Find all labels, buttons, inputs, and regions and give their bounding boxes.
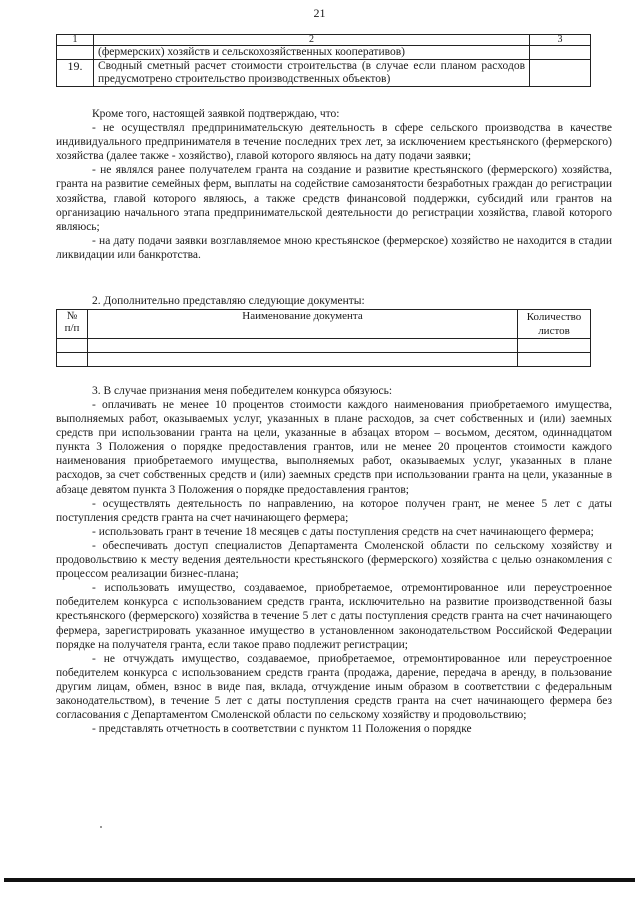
row-value bbox=[530, 46, 591, 60]
row-document-name bbox=[88, 339, 518, 353]
row-text: (фермерских) хозяйств и сельскохозяйственных кооперативов) bbox=[94, 46, 530, 60]
obligations-section-title: 3. В случае признания меня победителем конкурса обязуюсь: bbox=[92, 385, 393, 397]
confirmation-section bbox=[56, 107, 612, 262]
header-sheet-count: Количество листов bbox=[518, 310, 591, 339]
row-number: 19. bbox=[57, 60, 94, 87]
table-header-row bbox=[57, 310, 591, 339]
obligation-item: - оплачивать не менее 10 процентов стоимости каждого наименования приобретаемого имущества, выполняемых работ, оказываемых услуг, указанных в плане расходов, за счет собственных и (или) заемных средств при использовании гранта на цели, указанные в абзацах втором – восьмом, десятом, одиннадцатом пункта 3 Положения о порядке предоставления грантов, или не менее 20 процентов стоимости каждого наименования приобретаемого имущества, выполняемых работ, оказываемых услуг, указанных в плане расходов, за счет собственных средств и (или) заемных средств при использовании гранта на цели, указанные в абзаце девятом пункта 3 Положения о порядке предоставления грантов; bbox=[56, 399, 612, 496]
confirmation-item: - не осуществлял предпринимательскую деятельность в сфере сельского производства в качестве индивидуального предпринимателя в течение последних трех лет, за исключением крестьянского (фермерского) хозяйства (далее также - хозяйство), главой которого являюсь на дату подачи заявки; bbox=[56, 122, 612, 163]
table-row bbox=[57, 339, 591, 353]
row-text: Сводный сметный расчет стоимости строительства (в случае если планом расходов предусмотрено строительство производственных объектов) bbox=[94, 60, 530, 87]
obligations-section bbox=[56, 398, 612, 736]
header-col-1: 1 bbox=[57, 35, 94, 46]
documents-table bbox=[56, 309, 591, 367]
confirmation-item: - не являлся ранее получателем гранта на создание и развитие крестьянского (фермерского) хозяйства, гранта на развитие семейных ферм, выплаты на содействие самозанятости безработных граждан до регистрации хозяйства, главой которого являюсь, а также средств финансовой поддержки, субсидий или грантов на организацию начального этапа предпринимательской деятельности до регистрации хозяйства, главой которого являюсь; bbox=[56, 164, 612, 233]
header-document-name: Наименование документа bbox=[88, 310, 518, 339]
row-sheet-count bbox=[518, 353, 591, 367]
requirements-table bbox=[56, 34, 591, 87]
obligation-item: - обеспечивать доступ специалистов Департамента Смоленской области по сельскому хозяйству и продовольствию к месту ведения деятельности крестьянского (фермерского) хозяйства с целью ознакомления с процессом реализации бизнес-плана; bbox=[56, 539, 612, 581]
header-number: № п/п bbox=[57, 310, 88, 339]
obligation-item: - не отчуждать имущество, создаваемое, приобретаемое, отремонтированное или переустроенное победителем конкурса с использованием средств гранта (продажа, дарение, передача в аренду, в пользование другим лицам, обмен, взнос в виде пая, вклада, отчуждение иным образом в соответствии с федеральным законодательством), в течение 5 лет с даты поступления средств гранта на счет начинающего фермера без согласования с Департаментом Смоленской области по сельскому хозяйству и продовольствию; bbox=[56, 652, 612, 722]
row-document-name bbox=[88, 353, 518, 367]
row-value bbox=[530, 60, 591, 87]
table-header-row bbox=[57, 35, 591, 46]
row-number bbox=[57, 353, 88, 367]
row-sheet-count bbox=[518, 339, 591, 353]
header-col-2: 2 bbox=[94, 35, 530, 46]
documents-section-title: 2. Дополнительно представляю следующие документы: bbox=[92, 295, 365, 307]
table-row bbox=[57, 46, 591, 60]
page-bottom-edge bbox=[4, 878, 635, 882]
obligation-item: - использовать имущество, создаваемое, приобретаемое, отремонтированное или переустроенное победителем конкурса с использованием средств гранта, исключительно на развитие производственной базы крестьянского (фермерского) хозяйства в течение 5 лет с даты поступления средств гранта на счет начинающего фермера, зарегистрировать указанное имущество в установленном законодательством Российской Федерации порядке на получателя гранта, если такое право подлежит регистрации; bbox=[56, 582, 612, 651]
confirmation-item: - на дату подачи заявки возглавляемое мною крестьянское (фермерское) хозяйство не находится в стадии ликвидации или банкротства. bbox=[56, 234, 612, 261]
obligation-item: - использовать грант в течение 18 месяцев с даты поступления средств на счет начинающего фермера; bbox=[92, 525, 594, 538]
obligation-item: - представлять отчетность в соответствии с пунктом 11 Положения о порядке bbox=[92, 723, 472, 736]
scan-speck bbox=[100, 826, 102, 828]
table-row bbox=[57, 353, 591, 367]
row-number bbox=[57, 339, 88, 353]
table-row bbox=[57, 60, 591, 87]
row-number bbox=[57, 46, 94, 60]
obligation-item: - осуществлять деятельность по направлению, на которое получен грант, не менее 5 лет с даты поступления средств гранта на счет начинающего фермера; bbox=[56, 497, 612, 524]
header-col-3: 3 bbox=[530, 35, 591, 46]
confirmation-intro: Кроме того, настоящей заявкой подтверждаю, что: bbox=[92, 108, 340, 120]
page-number: 21 bbox=[313, 6, 326, 20]
